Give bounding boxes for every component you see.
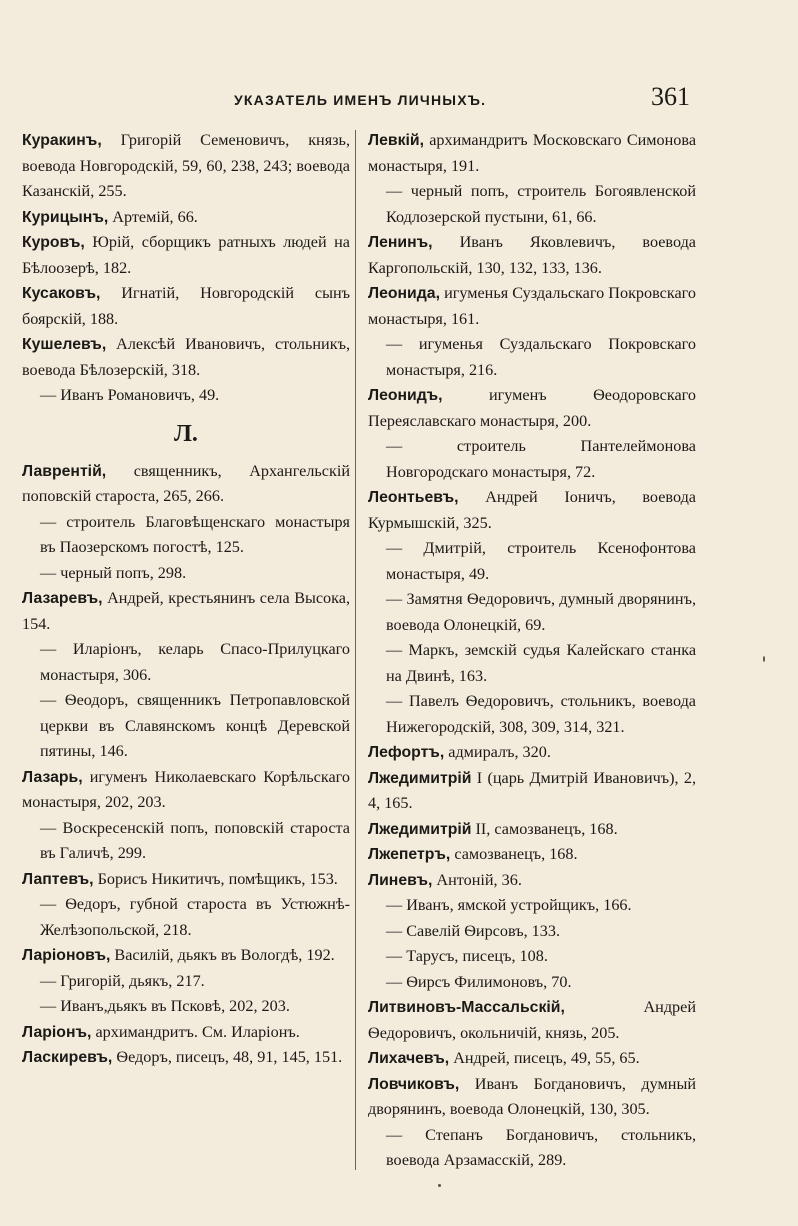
- running-header: [0, 82, 798, 118]
- entry-text: Борисъ Никитичъ, помѣщикъ, 153.: [93, 869, 338, 888]
- entry-name: Лефортъ,: [368, 744, 445, 761]
- entry-text: игуменъ Николаевскаго Корѣльскаго монастыря, 202, 203.: [22, 767, 350, 811]
- index-subentry: — Воскресенскій попъ, поповскій староста въ Галичѣ, 299.: [40, 818, 350, 862]
- index-subentry: — Дмитрій, строитель Ксенофонтова монастыря, 49.: [386, 539, 696, 583]
- index-entry: [350, 128, 696, 179]
- index-subentry: — Тарусъ, писецъ, 108.: [386, 947, 548, 965]
- index-entry: [4, 281, 350, 332]
- index-subentry: — Степанъ Богдановичъ, стольникъ, воевода Арзамасскій, 289.: [386, 1125, 696, 1169]
- entry-text: Антоній, 36.: [432, 870, 522, 889]
- index-subentry: — Ѳирсъ Филимоновъ, 70.: [386, 972, 572, 991]
- entry-text: II, самозванецъ, 168.: [471, 819, 618, 838]
- entry-name: Леонидъ,: [368, 387, 443, 404]
- entry-text: I (царь Дмитрій Ивановичъ), 2, 4, 165.: [368, 768, 696, 812]
- entry-name: Куракинъ,: [22, 132, 102, 149]
- entry-name: Лихачевъ,: [368, 1050, 450, 1067]
- entry-name: Лазарь,: [22, 768, 83, 786]
- entry-name: Левкій,: [368, 132, 424, 149]
- entry-name: Ларіоновъ,: [22, 947, 111, 964]
- index-entry: [4, 332, 350, 383]
- entry-text: игуменья Суздальскаго Покровскаго монастыря, 161.: [368, 284, 696, 328]
- left-column: [22, 128, 350, 1071]
- entry-text: архимандритъ Московскаго Симонова монастыря, 191.: [368, 131, 696, 175]
- index-entry: [4, 205, 350, 231]
- entry-name: Линевъ,: [368, 871, 433, 889]
- index-entry: [350, 1046, 696, 1072]
- index-entry: [350, 766, 696, 817]
- index-entry: [4, 943, 350, 969]
- index-entry: [350, 485, 696, 536]
- entry-text: Андрей Іоничъ, воевода Курмышскій, 325.: [368, 488, 696, 532]
- index-entry: [4, 128, 350, 205]
- entry-name: Ларіонъ,: [22, 1023, 92, 1041]
- entry-name: Ловчиковъ,: [368, 1075, 460, 1093]
- entry-name: Лжедимитрій: [368, 769, 472, 787]
- index-subentry: — Павелъ Ѳедоровичъ, стольникъ, воевода Нижегородскій, 308, 309, 314, 321.: [386, 692, 696, 736]
- index-entry: [350, 281, 696, 332]
- index-subentry: — Маркъ, земскій судья Калейскаго станка на Двинѣ, 163.: [386, 641, 696, 685]
- index-entry: [350, 842, 696, 868]
- entry-name: Кусаковъ,: [22, 285, 101, 302]
- right-column: [368, 128, 696, 1174]
- index-entry: [4, 1020, 350, 1046]
- entry-text: Артемій, 66.: [108, 207, 198, 226]
- paper-speck: [763, 656, 765, 662]
- index-entry: [350, 230, 696, 281]
- entry-name: Лазаревъ,: [22, 590, 103, 607]
- entry-name: Куровъ,: [22, 234, 85, 251]
- header-title: УКАЗАТЕЛЬ ИМЕНЪ ЛИЧНЫХЪ.: [234, 92, 487, 108]
- entry-text: Ѳедоръ, писецъ, 48, 91, 145, 151.: [112, 1048, 343, 1066]
- index-entry: [4, 230, 350, 281]
- index-subentry: — Иларіонъ, келарь Спасо-Прилуцкаго монастыря, 306.: [40, 640, 350, 684]
- index-subentry: — черный попъ, строитель Богоявленской Кодлозерской пустыни, 61, 66.: [386, 182, 696, 226]
- index-entry: [350, 1072, 696, 1123]
- index-subentry: — черный попъ, 298.: [40, 563, 187, 582]
- entry-text: игуменъ Ѳеодоровскаго Переяславскаго монастыря, 200.: [368, 386, 696, 430]
- entry-text: священникъ, Архангельскій поповскій староста, 265, 266.: [22, 461, 350, 505]
- entry-text: Василій, дьякъ въ Вологдѣ, 192.: [110, 946, 335, 964]
- entry-text: Григорій Семеновичъ, князь, воевода Новгородскій, 59, 60, 238, 243; воевода Казанскій, 255.: [22, 131, 350, 200]
- entry-text: Андрей, крестьянинъ села Высока, 154.: [22, 589, 350, 633]
- index-subentry: — Иванъ,дьякъ въ Псковѣ, 202, 203.: [40, 997, 290, 1015]
- entry-text: Андрей, писецъ, 49, 55, 65.: [449, 1049, 640, 1067]
- entry-text: Андрей Ѳедоровичъ, окольничій, князь, 205.: [368, 998, 696, 1042]
- index-entry: [4, 1045, 350, 1071]
- entry-text: адмиралъ, 320.: [444, 743, 551, 761]
- index-subentry: — игуменья Суздальскаго Покровскаго монастыря, 216.: [386, 335, 696, 379]
- index-subentry: — Григорій, дьякъ, 217.: [40, 971, 205, 990]
- entry-name: Литвиновъ-Массальскій,: [368, 999, 565, 1016]
- index-entry: [350, 995, 696, 1046]
- entry-text: Алексѣй Ивановичъ, стольникъ, воевода Бѣлозерскій, 318.: [22, 335, 350, 379]
- index-subentry: — строитель Пантелеймонова Новгородскаго монастыря, 72.: [386, 437, 696, 481]
- index-entry: [350, 383, 696, 434]
- index-entry: [350, 817, 696, 843]
- entry-text: Иванъ Яковлевичъ, воевода Каргопольскій, 130, 132, 133, 136.: [368, 233, 696, 277]
- entry-name: Лжепетръ,: [368, 846, 451, 863]
- index-entry: [350, 868, 696, 894]
- index-subentry: — Ѳеодоръ, священникъ Петропавловской церкви въ Славянскомъ концѣ Деревской пятины, 146.: [40, 691, 350, 760]
- paper-speck: [438, 1184, 441, 1187]
- entry-text: самозванецъ, 168.: [450, 845, 578, 863]
- section-letter: Л.: [174, 420, 198, 447]
- entry-name: Леонтьевъ,: [368, 489, 459, 506]
- index-entry: [4, 586, 350, 637]
- entry-text: Иванъ Богдановичъ, думный дворянинъ, воевода Олонецкій, 130, 305.: [368, 1074, 696, 1118]
- index-subentry: — Иванъ, ямской устройщикъ, 166.: [386, 896, 632, 914]
- index-subentry: — Замятня Ѳедоровичъ, думный дворянинъ, воевода Олонецкій, 69.: [386, 590, 696, 634]
- entry-text: Юрій, сборщикъ ратныхъ людей на Бѣлоозерѣ, 182.: [22, 233, 350, 277]
- index-subentry: — Ѳедоръ, губной староста въ Устюжнѣ-Желѣзопольской, 218.: [40, 895, 350, 939]
- entry-name: Ленинъ,: [368, 234, 433, 251]
- entry-name: Лаптевъ,: [22, 870, 94, 888]
- entry-name: Леонида,: [368, 285, 440, 302]
- index-entry: [4, 765, 350, 816]
- entry-name: Лаврентій,: [22, 462, 107, 480]
- entry-text: архимандритъ. См. Иларіонъ.: [91, 1022, 300, 1041]
- index-entry: [4, 867, 350, 893]
- index-entry: [350, 740, 696, 766]
- entry-name: Кушелевъ,: [22, 336, 107, 353]
- index-subentry: — Иванъ Романовичъ, 49.: [40, 386, 220, 404]
- entry-text: Игнатій, Новгородскій сынъ боярскій, 188.: [22, 284, 350, 328]
- page-number: 361: [651, 82, 690, 111]
- index-entry: [4, 459, 350, 510]
- index-subentry: — строитель Благовѣщенскаго монастыря въ Паозерскомъ погостѣ, 125.: [40, 512, 350, 556]
- entry-name: Лжедимитрій: [368, 820, 472, 838]
- entry-name: Курицынъ,: [22, 208, 109, 226]
- index-subentry: — Савелій Ѳирсовъ, 133.: [386, 921, 560, 940]
- entry-name: Ласкиревъ,: [22, 1049, 113, 1066]
